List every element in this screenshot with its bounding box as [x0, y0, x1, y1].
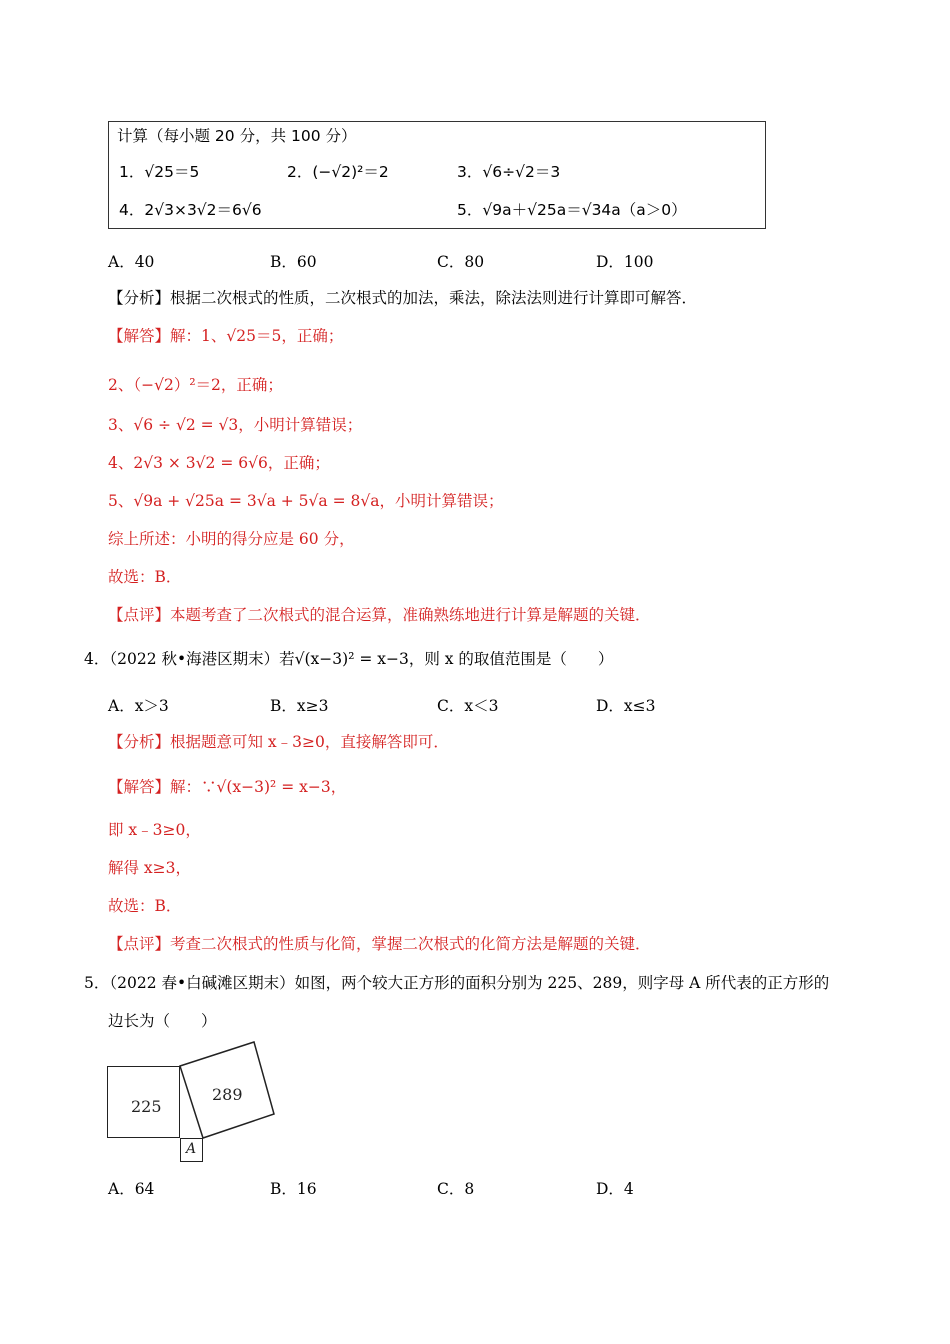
q3-answer-line-4: 4、2√3 × 3√2 = 6√6，正确； [108, 454, 330, 472]
q5-option-d: D．4 [596, 1180, 634, 1198]
q3-answer-line-3: 3、√6 ÷ √2 = √3，小明计算错误； [108, 416, 363, 434]
q4-answer-line-4: 故选：B． [108, 897, 182, 915]
q3-option-b: B．60 [270, 253, 317, 271]
q5-option-c: C．8 [437, 1180, 475, 1198]
q4-answer-line-1: 【解答】解：∵√(x−3)² = x−3， [108, 778, 347, 796]
calculation-box [108, 121, 766, 229]
q4-option-b: B．x≥3 [270, 697, 329, 715]
q3-comment: 【点评】本题考查了二次根式的混合运算，准确熟练地进行计算是解题的关键． [108, 606, 651, 624]
square-a-label: A [186, 1141, 197, 1157]
q3-answer-line-5: 5、√9a + √25a = 3√a + 5√a = 8√a，小明计算错误； [108, 492, 504, 510]
box-item-2: 2．(−√2)²＝2 [287, 163, 389, 181]
q4-answer-line-2: 即 x﹣3≥0， [108, 821, 201, 839]
box-item-4: 4．2√3×3√2＝6√6 [119, 201, 262, 219]
q4-analysis: 【分析】根据题意可知 x﹣3≥0，直接解答即可． [108, 733, 449, 751]
q3-answer-line-7: 故选：B． [108, 568, 182, 586]
box-item-3: 3．√6÷√2＝3 [457, 163, 561, 181]
q4-answer-line-3: 解得 x≥3， [108, 859, 192, 877]
q4-option-a: A．x＞3 [108, 697, 169, 715]
q4-comment: 【点评】考查二次根式的性质与化简，掌握二次根式的化简方法是解题的关键． [108, 935, 651, 953]
q4-stem: 4．（2022 秋•海港区期末）若√(x−3)² = x−3，则 x 的取值范围是（ ） [84, 650, 614, 668]
q3-answer-line-6: 综上所述：小明的得分应是 60 分， [108, 530, 355, 548]
q5-stem-line-1: 5．（2022 春•白碱滩区期末）如图，两个较大正方形的面积分别为 225、289，则字母 A 所代表的正方形的 [84, 974, 830, 992]
box-item-5: 5．√9a＋√25a＝√34a（a＞0） [457, 201, 687, 219]
q4-option-d: D．x≤3 [596, 697, 656, 715]
q3-answer-line-1 [108, 326, 343, 346]
squares-figure [100, 1040, 290, 1170]
q3-option-d: D．100 [596, 253, 654, 271]
q3-answer-label: 【解答】 [108, 327, 171, 345]
box-item-1: 1．√25＝5 [119, 163, 200, 181]
square-225-label: 225 [131, 1097, 162, 1116]
q5-option-a: A．64 [108, 1180, 155, 1198]
q4-option-c: C．x＜3 [437, 697, 499, 715]
q3-answer-text: 解：1、√25＝5，正确； [170, 327, 344, 345]
q3-option-c: C．80 [437, 253, 485, 271]
q3-option-a: A．40 [108, 253, 155, 271]
square-289 [100, 1040, 290, 1170]
q5-stem-line-2: 边长为（ ） [108, 1012, 217, 1030]
box-title: 计算（每小题 20 分，共 100 分） [117, 127, 357, 145]
q5-option-b: B．16 [270, 1180, 317, 1198]
q3-analysis: 【分析】根据二次根式的性质，二次根式的加法，乘法，除法法则进行计算即可解答． [108, 289, 698, 307]
square-289-label: 289 [212, 1085, 243, 1104]
q3-answer-line-2: 2、（−√2）²＝2，正确； [108, 376, 283, 394]
